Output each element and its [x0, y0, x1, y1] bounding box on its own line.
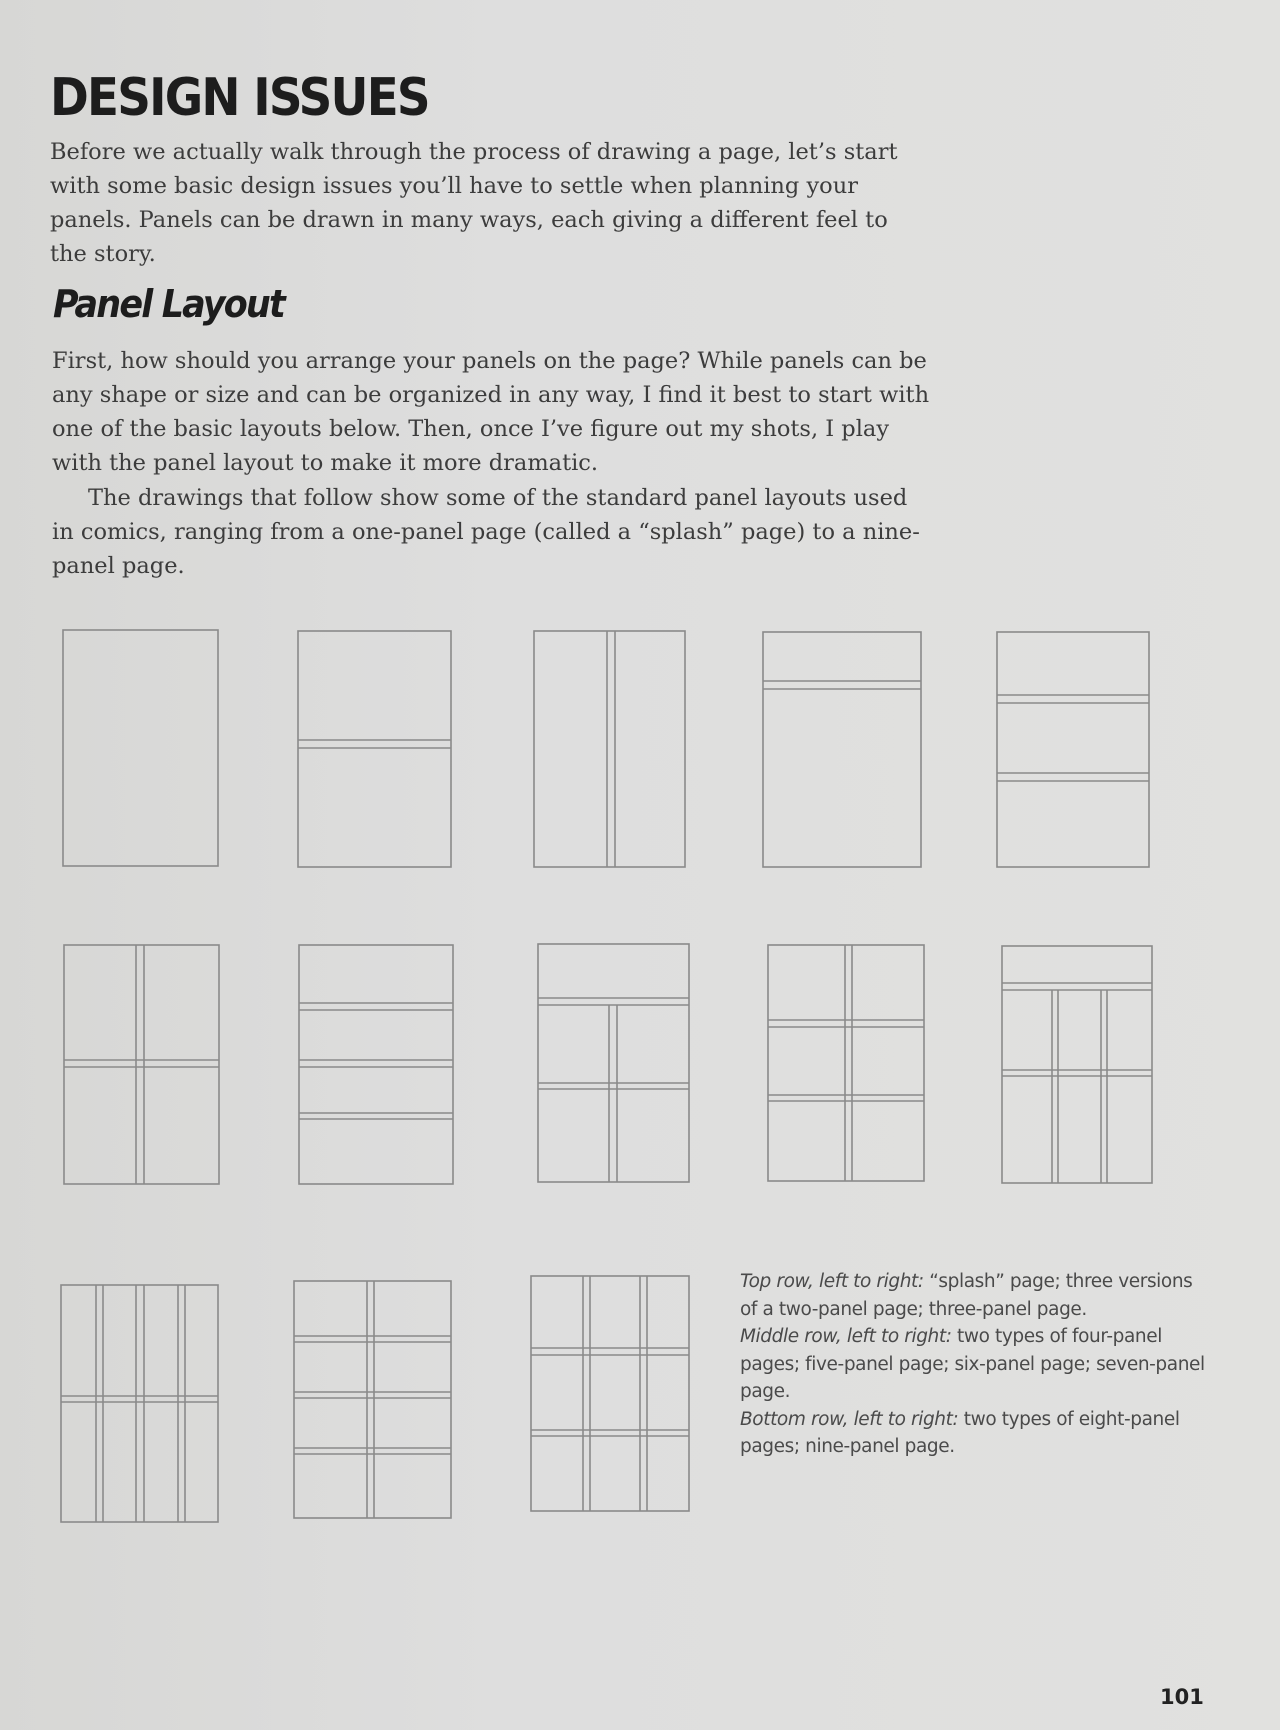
intro-paragraph: Before we actually walk through the process of drawing a page, let’s start with some basic design issues you’ll have to settle when planning your panels. Panels can be drawn in many ways, each giving a different feel to the story.: [50, 139, 898, 267]
two-panel-layout-horizontal: [298, 631, 451, 867]
caption-middle-label: Middle row, left to right:: [740, 1326, 952, 1347]
caption-bottom-text: two types of eight-panel pages; nine-panel page.: [740, 1408, 1180, 1457]
seven-panel-layout: [1002, 946, 1152, 1183]
page-title: DESIGN ISSUES: [50, 68, 429, 128]
four-panel-layout-grid: [64, 945, 219, 1184]
eight-panel-layout-grid: [294, 1281, 451, 1518]
caption-bottom-label: Bottom row, left to right:: [740, 1408, 959, 1430]
five-panel-layout: [538, 944, 689, 1182]
body-paragraph-2: The drawings that follow show some of the standard panel layouts used in comics, ranging from a one-panel page (called a “splash” page) to a nine-panel page.: [52, 485, 920, 579]
two-panel-layout-top-strip: [763, 632, 921, 867]
section-heading: Panel Layout: [53, 282, 284, 326]
caption-top-text: “splash” page; three versions of a two-panel page; three-panel page.: [740, 1271, 1193, 1320]
caption-top-label: Top row, left to right:: [740, 1271, 924, 1292]
four-panel-layout-strips: [299, 945, 453, 1184]
eight-panel-layout-columns: [61, 1285, 218, 1522]
page-number: 101: [1160, 1685, 1204, 1709]
two-panel-layout-vertical: [534, 631, 685, 867]
three-panel-layout: [997, 632, 1149, 867]
six-panel-layout: [768, 945, 924, 1181]
splash-page-layout: [63, 630, 218, 866]
figure-caption: [740, 1268, 1210, 1461]
caption-middle-text: two types of four-panel pages; five-panel page; six-panel page; seven-panel page.: [740, 1326, 1205, 1402]
nine-panel-layout: [531, 1276, 689, 1511]
body-paragraph-1: First, how should you arrange your panels on the page? While panels can be any shape or size and can be organized in any way, I find it best to start with one of the basic layouts below. Then, once I’ve figure out my shots, I play with the panel layout to make it more dramatic.: [52, 348, 930, 476]
